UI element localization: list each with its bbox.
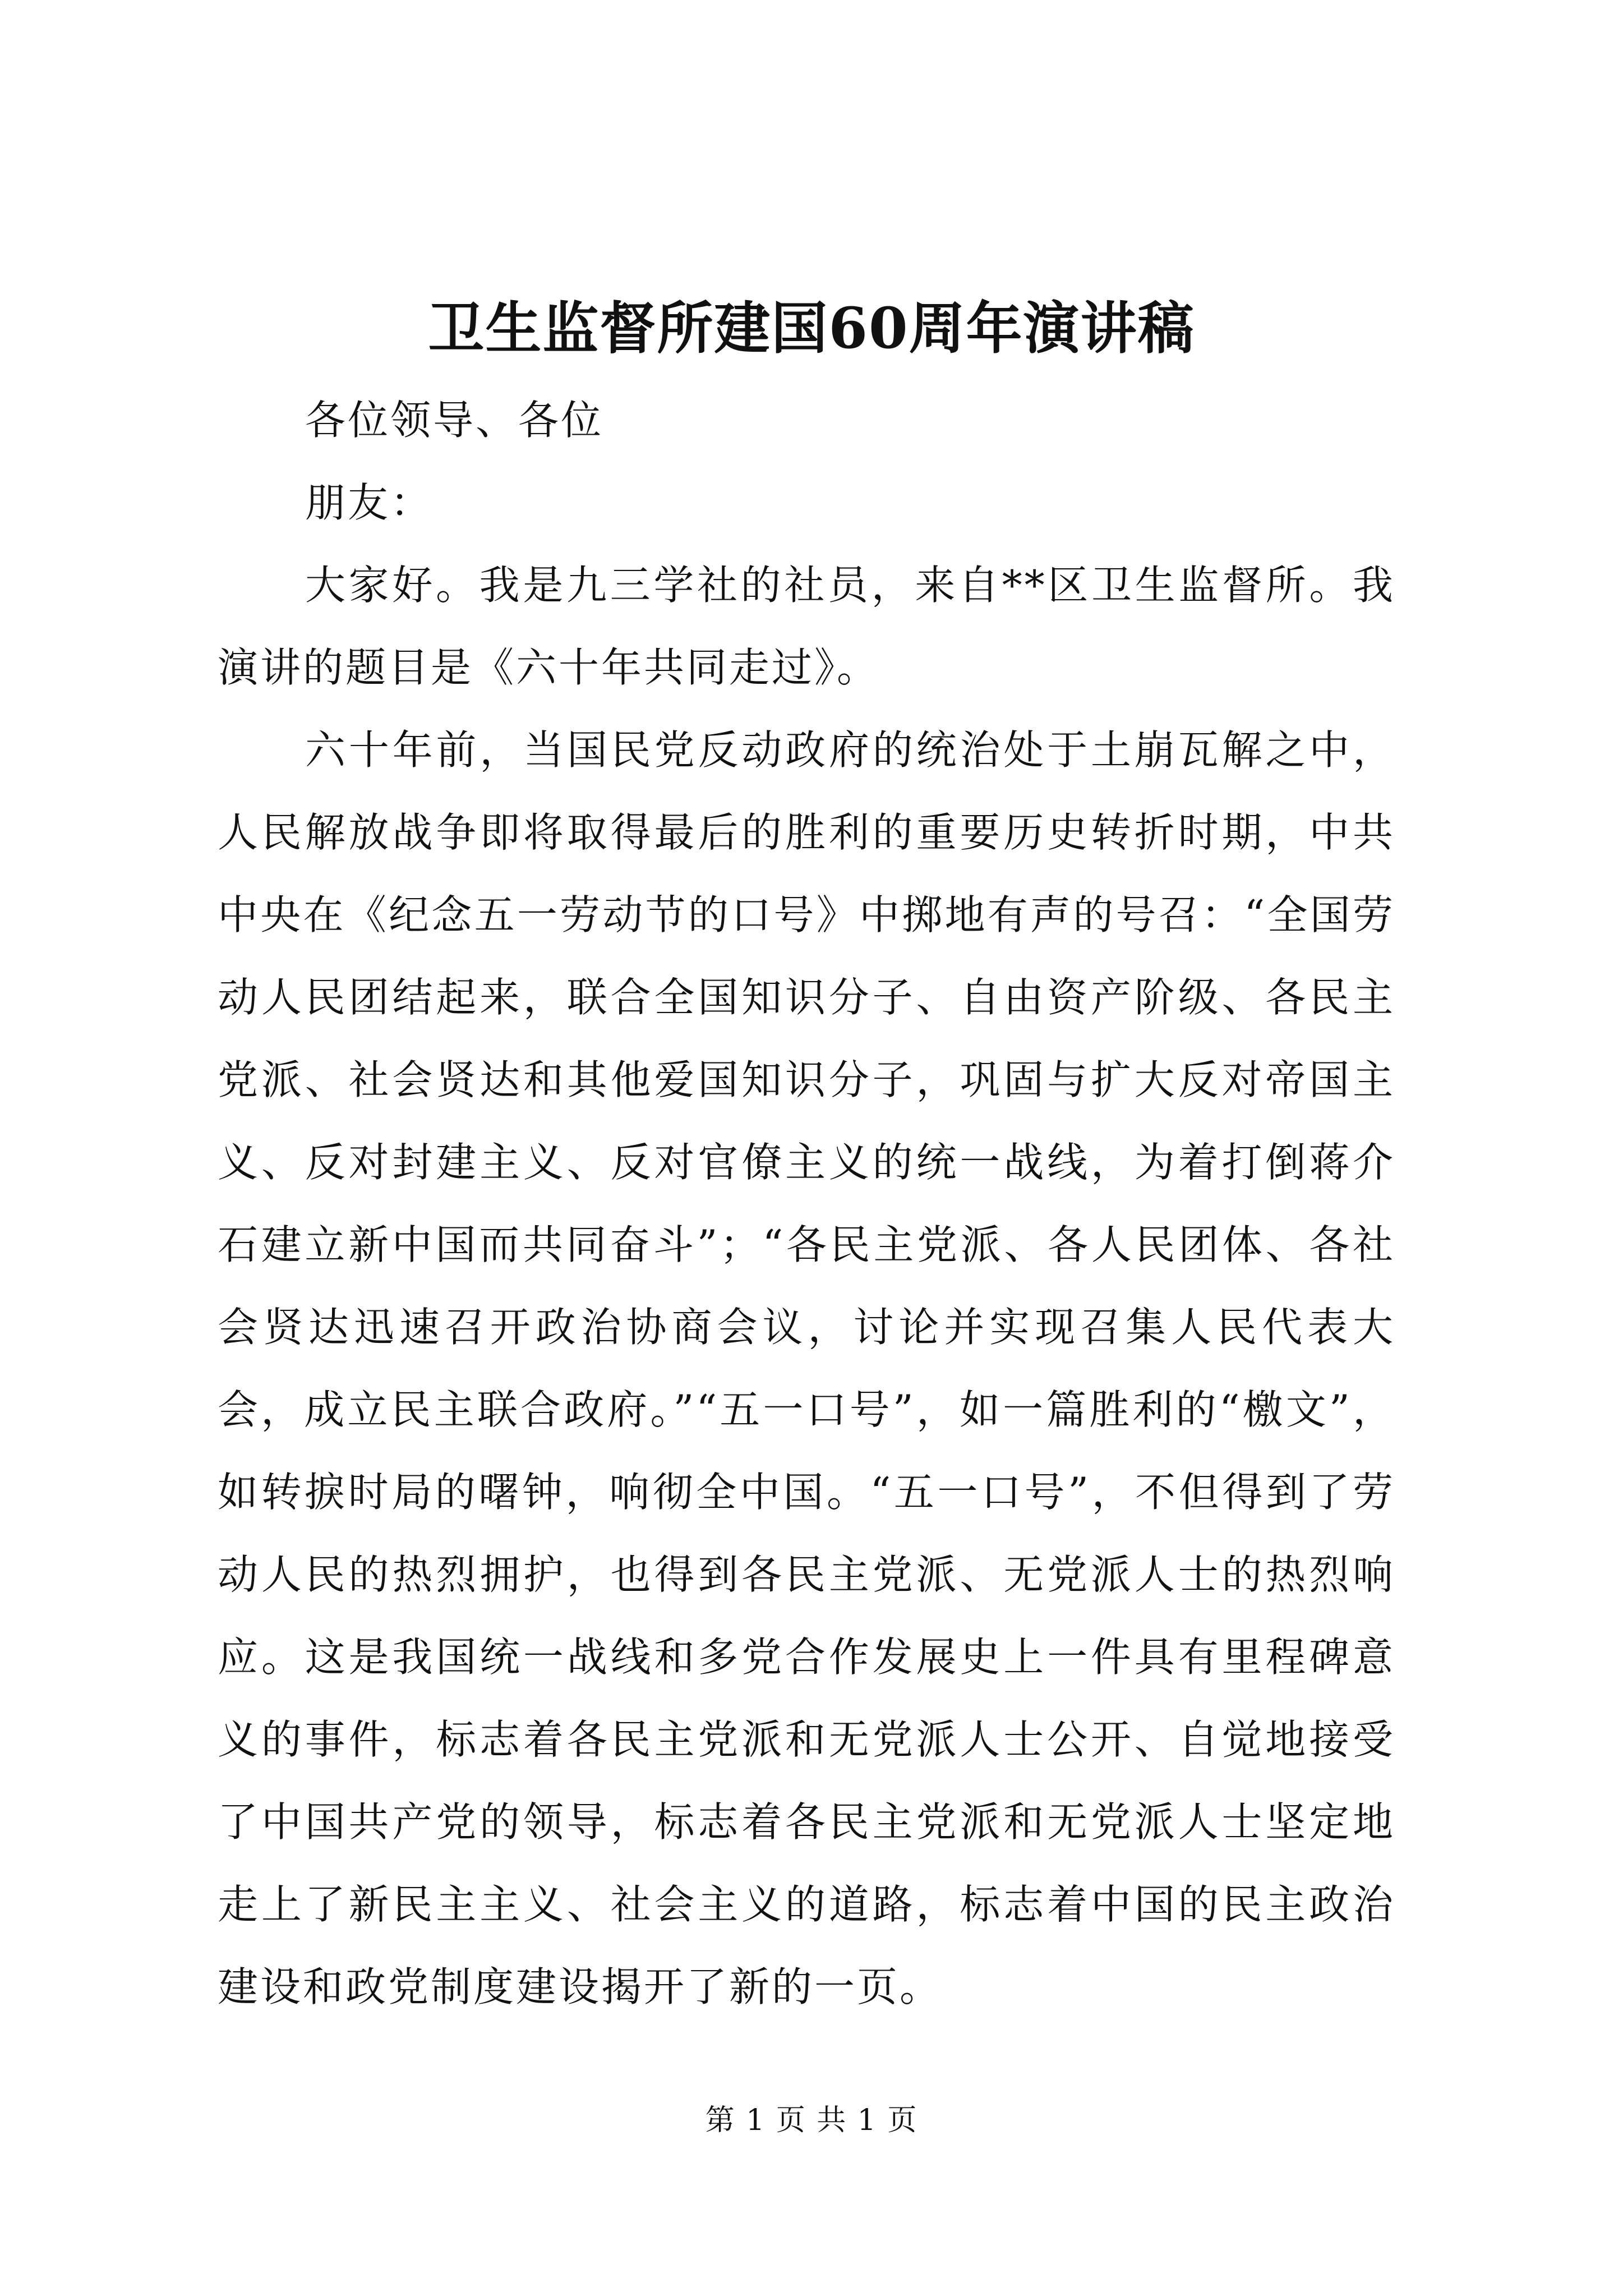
salutation-line-2: 朋友： [305, 479, 434, 526]
intro-paragraph: 大家好。我是九三学社的社员，来自**区卫生监督所。我演讲的题目是《六十年共同走过》。 [218, 562, 1395, 691]
page-footer: 第 1 页 共 1 页 [705, 2104, 918, 2137]
salutation-line-1: 各位领导、各位 [305, 397, 604, 444]
history-paragraph: 六十年前，当国民党反动政府的统治处于土崩瓦解之中，人民解放战争即将取得最后的胜利的重要历史转折时期，中共中央在《纪念五一劳动节的口号》中掷地有声的号召：“全国劳动人民团结起来，联合全国知识分子、自由资产阶级、各民主党派、社会贤达和其他爱国知识分子，巩固与扩大反对帝国主义、反对封建主义、反对官僚主义的统一战线，为着打倒蒋介石建立新中国而共同奋斗”；“各民主党派、各人民团体、各社会贤达迅速召开政治协商会议，讨论并实现召集人民代表大会，成立民主联合政府。”“五一口号”，如一篇胜利的“檄文”，如转捩时局的曙钟，响彻全中国。“五一口号”，不但得到了劳动人民的热烈拥护，也得到各民主党派、无党派人士的热烈响应。这是我国统一战线和多党合作发展史上一件具有里程碑意义的事件，标志着各民主党派和无党派人士公开、自觉地接受了中国共产党的领导，标志着各民主党派和无党派人士坚定地走上了新民主主义、社会主义的道路，标志着中国的民主政治建设和政党制度建设揭开了新的一页。 [218, 726, 1395, 2010]
document-title: 卫生监督所建国60周年演讲稿 [428, 295, 1195, 361]
document-body [218, 379, 1395, 2028]
